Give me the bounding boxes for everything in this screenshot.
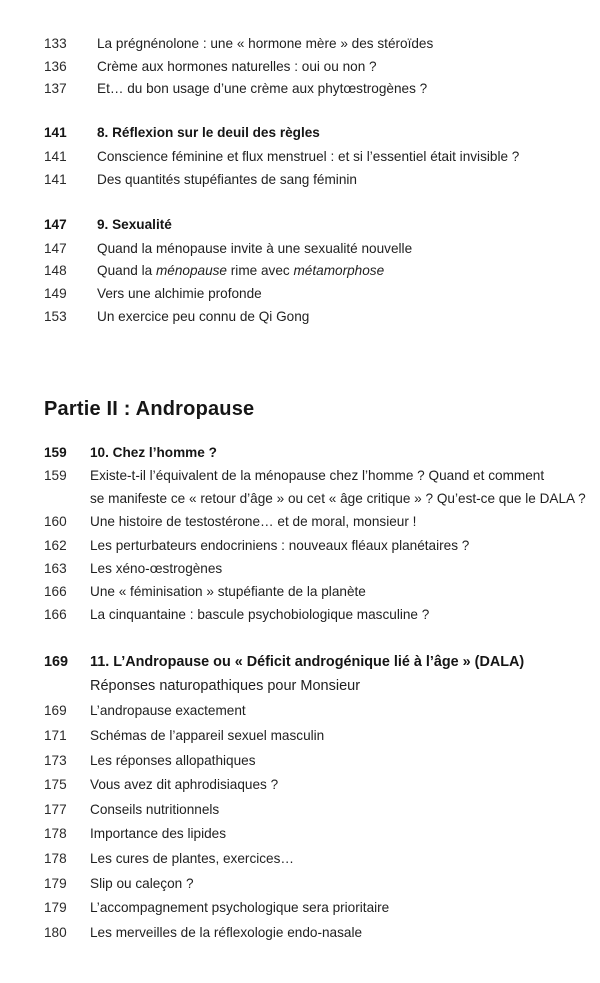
entry-title: Quand la ménopause rime avec métamorphose (97, 263, 385, 278)
chapter-page-number: 169 (44, 654, 69, 670)
page-number: 166 (44, 584, 67, 599)
chapter-subtitle: Réponses naturopathiques pour Monsieur (90, 678, 361, 694)
chapter-page-number: 159 (44, 445, 67, 460)
page-number: 173 (44, 753, 67, 768)
chapter-title: 11. L’Andropause ou « Déficit androgénique lié à l’âge » (DALA) (90, 654, 525, 670)
page-number: 166 (44, 607, 67, 622)
entry-title: Vous avez dit aphrodisiaques ? (90, 777, 279, 792)
entry-title: Une histoire de testostérone… et de moral, monsieur ! (90, 514, 417, 529)
page-number: 137 (44, 81, 67, 96)
entry-title-continuation: se manifeste ce « retour d’âge » ou cet « âge critique » ? Qu’est-ce que le DALA ? (90, 491, 586, 506)
entry-title: Une « féminisation » stupéfiante de la planète (90, 584, 366, 599)
entry-title: Les merveilles de la réflexologie endo-nasale (90, 925, 363, 940)
page-number: 141 (44, 172, 67, 187)
part-title: Partie II : Andropause (44, 398, 255, 420)
chapter-title: 9. Sexualité (97, 217, 172, 232)
page-number: 175 (44, 777, 67, 792)
entry-title: Importance des lipides (90, 826, 227, 841)
entry-title: Les réponses allopathiques (90, 753, 256, 768)
entry-title: Slip ou caleçon ? (90, 876, 194, 891)
entry-title: Un exercice peu connu de Qi Gong (97, 309, 310, 324)
chapter-page-number: 141 (44, 125, 67, 140)
page-number: 169 (44, 703, 67, 718)
entry-title: Conscience féminine et flux menstruel : et si l’essentiel était invisible ? (97, 149, 520, 164)
page-number: 148 (44, 263, 67, 278)
chapter-title: 10. Chez l’homme ? (90, 445, 217, 460)
page-number: 179 (44, 900, 67, 915)
page-number: 153 (44, 309, 67, 324)
page-number: 147 (44, 241, 67, 256)
page-number: 178 (44, 826, 67, 841)
entry-title: Conseils nutritionnels (90, 802, 220, 817)
entry-title: Et… du bon usage d’une crème aux phytœstrogènes ? (97, 81, 428, 96)
page-number: 178 (44, 851, 67, 866)
page-number: 149 (44, 286, 67, 301)
page-number: 133 (44, 36, 67, 51)
chapter-page-number: 147 (44, 217, 67, 232)
page-number: 159 (44, 468, 67, 483)
entry-title: Des quantités stupéfiantes de sang féminin (97, 172, 357, 187)
entry-title: La prégnénolone : une « hormone mère » des stéroïdes (97, 36, 434, 51)
entry-title: L’andropause exactement (90, 703, 246, 718)
entry-title: Les perturbateurs endocriniens : nouveaux fléaux planétaires ? (90, 538, 470, 553)
entry-title: Crème aux hormones naturelles : oui ou non ? (97, 59, 377, 74)
page-number: 136 (44, 59, 67, 74)
page-number: 162 (44, 538, 67, 553)
entry-title: La cinquantaine : bascule psychobiologique masculine ? (90, 607, 430, 622)
entry-title: Les cures de plantes, exercices… (90, 851, 295, 866)
page-number: 171 (44, 728, 67, 743)
page-number: 141 (44, 149, 67, 164)
entry-title: Quand la ménopause invite à une sexualité nouvelle (97, 241, 413, 256)
page-number: 163 (44, 561, 67, 576)
entry-title: Vers une alchimie profonde (97, 286, 262, 301)
page-number: 180 (44, 925, 67, 940)
entry-title: Schémas de l’appareil sexuel masculin (90, 728, 325, 743)
page-number: 160 (44, 514, 67, 529)
entry-title: L’accompagnement psychologique sera prioritaire (90, 900, 390, 915)
page-number: 177 (44, 802, 67, 817)
page-number: 179 (44, 876, 67, 891)
entry-title: Les xéno-œstrogènes (90, 561, 223, 576)
chapter-title: 8. Réflexion sur le deuil des règles (97, 125, 320, 140)
entry-title: Existe-t-il l’équivalent de la ménopause chez l’homme ? Quand et comment (90, 468, 545, 483)
